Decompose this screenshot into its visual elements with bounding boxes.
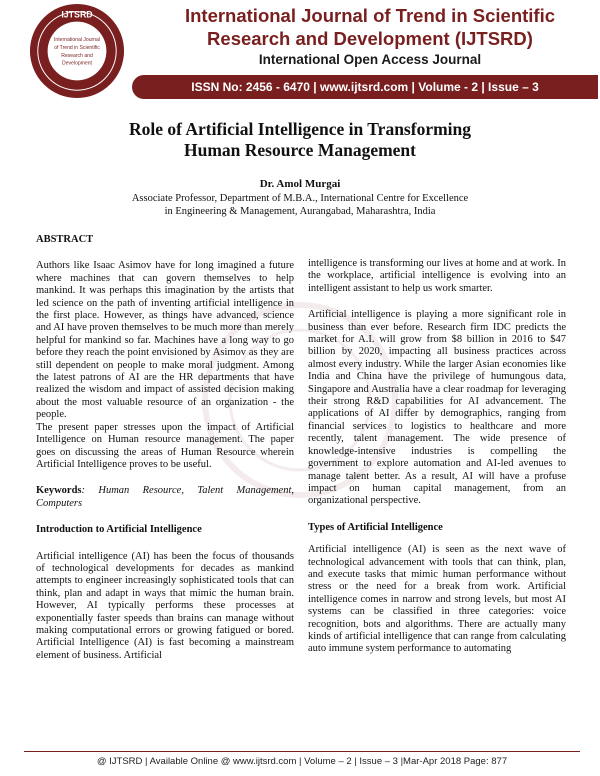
keywords-label: Keywords: [36, 485, 82, 497]
abstract-heading: ABSTRACT: [36, 234, 94, 245]
issn-bar: ISSN No: 2456 - 6470 | www.ijtsrd.com | Volume - 2 | Issue – 3: [132, 75, 598, 99]
left-column: [36, 234, 294, 662]
logo-line-1: International Journal: [53, 37, 101, 44]
paper-title-line-2: Human Resource Management: [183, 140, 416, 160]
logo-line-3: Research and: [61, 52, 93, 59]
types-heading: Types of Artificial Intelligence: [308, 521, 443, 533]
paper-title: [0, 119, 600, 161]
ijtsrd-seal-logo: [28, 2, 126, 100]
intro-paragraph: Artificial intelligence (AI) has been the focus of thousands of technological developments for decades as mankind attempts to engineer increasingly sophisticated tools that can think, plan and adapt in ways that mimic the human brain. However, AI typically performs these processes at exponentially faster speeds than brains can manage without making computational errors or growing fatigued or bored. Artificial Intelligence (AI) is fast becoming a mainstream element of business. Artificial: [36, 550, 294, 661]
journal-title-line-2: Research and Development (IJTSRD): [207, 28, 533, 49]
journal-subtitle: International Open Access Journal: [258, 52, 482, 67]
right-paragraph-1: intelligence is transforming our lives at home and at work. In the workplace, artificial intelligence is evolving into an intelligent assistant to help us work smarter.: [308, 258, 566, 294]
affiliation-line-2: in Engineering & Management, Aurangabad, Maharashtra, India: [164, 206, 436, 217]
abstract-paragraph-2: The present paper stresses upon the impact of Artificial Intelligence on Human resource management. The paper goes on discussing the areas of Human Resource wherein Artificial Intelligence proves to be useful.: [36, 421, 294, 470]
right-paragraph-3: Artificial intelligence (AI) is seen as the next wave of technological advancement with tools that can think, plan, and execute tasks that mimic human performance without stress or the need for a break from work. Artificial intelligence comes in narrow and strong levels, but most AI systems can be classified in three categories: voice recognition, bots and algorithms. There are actually many kinds of artificial intelligence that can range from calculating auto immune system performance to automating: [308, 544, 566, 655]
affiliation-line-1: Associate Professor, Department of M.B.A., International Centre for Excellence: [131, 193, 469, 204]
intro-heading: Introduction to Artificial Intelligence: [36, 524, 202, 536]
author-name: Dr. Amol Murgai: [259, 178, 341, 190]
journal-title-line-1: International Journal of Trend in Scientific: [184, 5, 556, 26]
right-paragraph-2: Artificial intelligence is playing a more significant role in business than ever before. Research firm IDC predicts the market for A.I. will grow from $8 billion in 2016 to $47 billion by 2020, impacting all business practices across almost every industry. While the larger Asian economies like India and China have the privilege of humungous data, Singapore and Australia have a clear roadmap for leveraging their strong R&D capabilities for AI advancement. The applications of AI differ by demographics, ranging from financial services to logistics to healthcare and more recently, talent management. The wide presence of knowledge-intensive industries is compelling the government to explore automation and AI-led avenues to manage talent better. As a result, AI will have a profuse impact on human capital management, from an organizational perspective.: [308, 309, 566, 507]
footer-text: @ IJTSRD | Available Online @ www.ijtsrd.com | Volume – 2 | Issue – 3 |Mar-Apr 2018 Page: 877: [96, 756, 508, 767]
journal-header: [0, 0, 600, 102]
journal-title: [150, 4, 590, 50]
right-column: [308, 258, 566, 656]
author-affiliation: [40, 192, 560, 218]
keywords-value: : Human Resource, Talent Management, Computers: [36, 485, 294, 509]
abstract-paragraph-1: Authors like Isaac Asimov have for long imagined a future where machines that can govern themselves to help mankind. It was perhaps this imagination by the artists that led science on the path of inventing artificial intelligence in the first place. However, as things have advanced, science and AI have proven themselves to be much more than merely helpful for mankind so far. Machines have a long way to go before they reach the point envisioned by Asimov as they are still dependent on people to make moral judgment. Among the latest patrons of AI are the HR departments that have realized the wisdom and impact of assisted decision making about the most valuable resource of an organization - the people.: [36, 260, 294, 421]
logo-line-2: of Trend in Scientific: [54, 45, 100, 52]
paper-title-line-1: Role of Artificial Intelligence in Transforming: [128, 119, 472, 139]
page-footer: [24, 751, 580, 767]
logo-line-4: Development: [62, 60, 92, 67]
keywords: [36, 485, 294, 510]
logo-ring-text: IJTSRD: [61, 9, 93, 20]
